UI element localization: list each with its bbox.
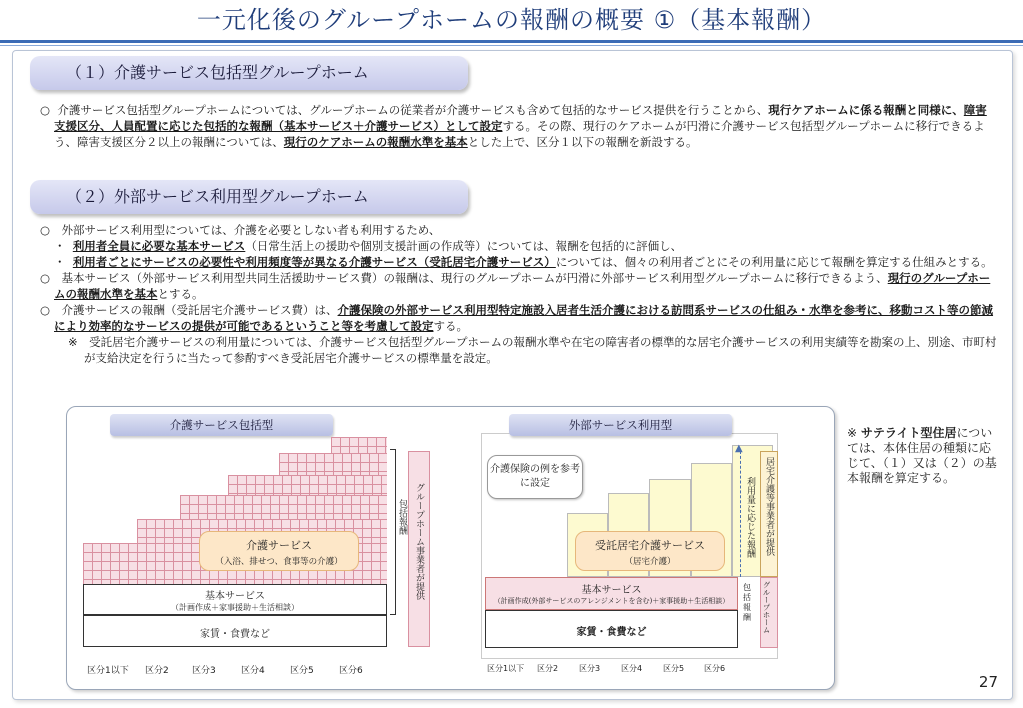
right-base-service-sub: （計画作成(外部サービスのアレンジメントを含む)＋家事援助＋生活相談） xyxy=(493,597,730,605)
section1-text-3: とした上で、区分１以下の報酬を新設する。 xyxy=(467,135,698,149)
base-service-box xyxy=(83,584,387,615)
axis-label: 区分4 xyxy=(621,664,643,673)
callout-bubble xyxy=(487,455,583,499)
section1-text: 介護サービス包括型グループホームについては、グループホームの従業者が介護サービスも含めて包括的なサービス提供を行うことから、 xyxy=(57,103,769,117)
right-bundled-fee-label: 包括報酬 xyxy=(743,583,751,622)
note-text: については、本体住居の種類に応じて、（１）又は（２）の基本報酬を算定する。 xyxy=(847,426,997,485)
right-rent-label: 家賃・食費など xyxy=(576,627,647,638)
gh-provider-label: グループホーム xyxy=(762,581,771,634)
section2-text-5: ○ 介護サービスの報酬（受託居宅介護サービス費）は、 xyxy=(40,303,338,317)
page-title: 一元化後のグループホームの報酬の概要 ①（基本報酬） xyxy=(196,6,827,34)
section1-emph-underline-2: 現行のケアホームの報酬水準を基本 xyxy=(283,135,468,149)
section2-emph-3: 現行のグループホームの報酬水準を基本 xyxy=(54,271,991,301)
care-step-5 xyxy=(279,453,387,475)
section1-paragraph xyxy=(40,102,998,150)
external-provider-label: 居宅介護等事業者が提供 xyxy=(764,457,774,556)
section1-emph-underline: 障害支援区分、人員配置に応じた包括的な報酬（基本サービス＋介護サービス）として設定 xyxy=(54,103,987,133)
outsourced-care-box xyxy=(575,531,725,571)
axis-label: 区分4 xyxy=(241,666,265,676)
bullet-mark: ・ xyxy=(54,239,66,253)
base-service-label: 基本サービス xyxy=(205,591,265,602)
section2-text-4: ○ 基本サービス（外部サービス利用型共同生活援助サービス費）の報酬は、現行のグループホームが円滑に外部サービス利用型グループホームに移行できるよう、 xyxy=(40,271,888,285)
section1-text-2: する。その際、現行のケアホームが円滑に介護サービス包括型グループホームに移行できるよう、障害支援区分２以上の報酬については、 xyxy=(54,119,985,149)
section2-emph-4: 介護保険の外部サービス利用型特定施設入居者生活介護における訪問系サービスの仕組み・水準を参考に、移動コスト等の節減により効率的なサービスの提供が可能であるということ等を考慮して設定 xyxy=(54,303,994,333)
section2-emph-1: 利用者全員に必要な基本サービス xyxy=(72,239,246,253)
right-base-service-label: 基本サービス xyxy=(581,585,642,596)
usage-arrow-line xyxy=(740,451,741,577)
axis-label: 区分5 xyxy=(663,664,685,673)
care-step-6 xyxy=(331,437,387,453)
usage-fee-label: 利用量に応じた報酬 xyxy=(745,477,755,558)
note-emph: サテライト型住居 xyxy=(860,426,957,440)
right-diagram-title: 外部サービス利用型 xyxy=(509,414,732,436)
title-rule xyxy=(0,40,1023,43)
axis-label: 区分3 xyxy=(192,666,216,676)
rent-label: 家賃・食費など xyxy=(200,629,270,640)
axis-label: 区分2 xyxy=(145,666,169,676)
section2-note: ※ 受託居宅介護サービスの利用量については、介護サービス包括型グループホームの報酬水準や在宅の障害者の標準的な居宅介護サービスの利用実績等を勘案の上、別途、市町村が支給決定を行うに当たって参酌すべき受託居宅介護サービスの標準量を設定。 xyxy=(68,335,997,365)
axis-label: 区分2 xyxy=(537,664,559,673)
axis-label: 区分6 xyxy=(704,664,726,673)
section2-text-2: （日常生活上の援助や個別支援計画の作成等）については、報酬を包括的に評価し、 xyxy=(245,239,683,253)
outsourced-care-sub: （居宅介護） xyxy=(624,557,676,567)
section2-paragraph xyxy=(40,222,998,366)
care-service-sub: （入浴、排せつ、食事等の介護） xyxy=(215,557,343,567)
diagram-container xyxy=(66,406,835,690)
left-diagram-title: 介護サービス包括型 xyxy=(110,414,333,436)
bullet-mark: ・ xyxy=(54,255,66,269)
section2-text-4b: とする。 xyxy=(157,287,204,301)
callout-text: 介護保険の例を参考に設定 xyxy=(490,464,580,489)
section2-text-5b: する。 xyxy=(433,319,468,333)
axis-label: 区分3 xyxy=(579,664,601,673)
axis-label: 区分5 xyxy=(290,666,314,676)
right-base-service-box xyxy=(485,577,738,610)
care-step-3 xyxy=(180,495,387,519)
section1-bullet: ○ xyxy=(40,103,51,117)
section1-emph: 現行ケアホームに係る報酬と同様に、 xyxy=(768,103,964,117)
rent-box xyxy=(83,615,387,647)
bundled-fee-label: 包括報酬 xyxy=(397,499,407,535)
care-service-label-box xyxy=(199,531,359,571)
section2-line1: ○ 外部サービス利用型については、介護を必要としない者も利用するため、 xyxy=(40,223,441,237)
axis-label: 区分1以下 xyxy=(87,666,129,676)
section2-emph-2: 利用者ごとにサービスの必要性や利用頻度等が異なる介護サービス（受託居宅介護サービス） xyxy=(72,255,556,269)
section2-text-3: については、個々の利用者ごとにその利用量に応じて報酬を算定する仕組みとする。 xyxy=(555,255,993,269)
usage-arrow-head-icon: ▲ xyxy=(735,443,743,454)
satellite-note xyxy=(847,426,999,486)
care-step-4 xyxy=(228,475,387,495)
axis-label: 区分6 xyxy=(339,666,363,676)
base-service-sub: （計画作成＋家事援助＋生活相談） xyxy=(171,603,299,612)
outsourced-care-label: 受託居宅介護サービス xyxy=(595,539,705,552)
section1-heading: （１）介護サービス包括型グループホーム xyxy=(30,56,468,90)
title-rule-thin xyxy=(0,45,1023,46)
section2-heading: （２）外部サービス利用型グループホーム xyxy=(30,180,468,214)
provider-label: グループホーム事業者が提供 xyxy=(414,483,424,600)
care-service-label: 介護サービス xyxy=(246,539,312,552)
right-rent-box xyxy=(485,610,738,648)
page-number: 27 xyxy=(978,673,998,691)
axis-label: 区分1以下 xyxy=(487,664,525,673)
note-mark: ※ xyxy=(847,426,858,440)
